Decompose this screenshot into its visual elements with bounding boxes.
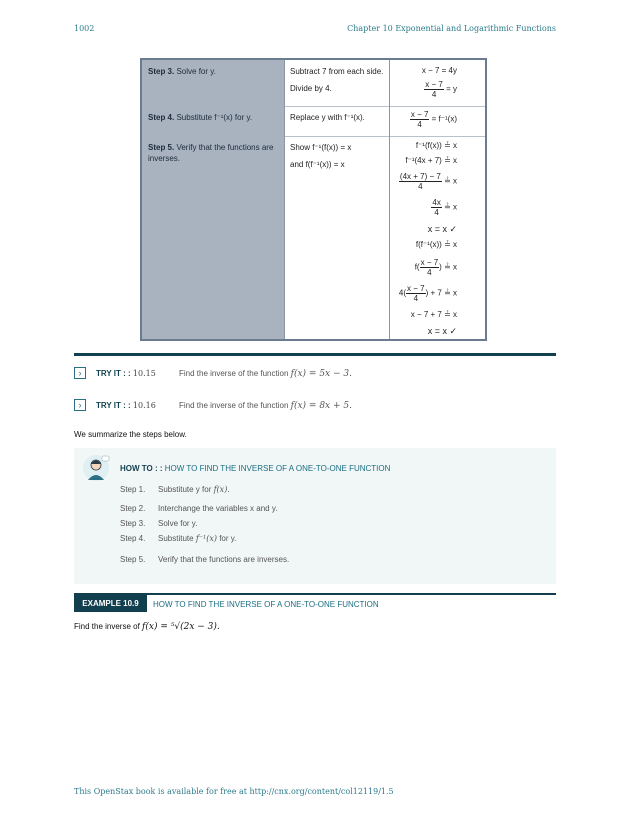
table-row (142, 136, 485, 339)
example-tag: EXAMPLE 10.9 (74, 595, 147, 612)
summary-text: We summarize the steps below. (74, 430, 187, 439)
example-title: HOW TO FIND THE INVERSE OF A ONE-TO-ONE FUNCTION (153, 600, 379, 609)
person-icon (82, 454, 110, 484)
page-number: 1002 (74, 24, 95, 33)
chapter-title: Chapter 10 Exponential and Logarithmic Functions (347, 24, 556, 33)
list-item: Step 5. Verify that the functions are inverses. (120, 555, 290, 564)
step-math: $\frac{x - 7}{4}$ = f⁻¹(x) (410, 110, 457, 129)
step-label: Step 5. Verify that the functions are inverses. (142, 136, 284, 339)
list-item: Step 4. Substitute f⁻¹(x) for y. (120, 534, 237, 543)
step-label: Step 3. Solve for y. (142, 60, 284, 106)
list-item: Step 2. Interchange the variables x and y. (120, 504, 278, 513)
step-action: Show f⁻¹(f(x)) = x and f(f⁻¹(x)) = x (284, 136, 390, 339)
step-math: f⁻¹(f(x)) ≟ x f⁻¹(4x + 7) ≟ x $\frac{(4x + 7) - 7}{4}$ ≟ x $\frac{4x}{4}$ ≟ x x = x ✓ f(f⁻¹(x)) ≟ x f( $\frac{x - 7}{4}$ ) ≟ x 4( $\frac{x - 7}{4}$ ) + 7 ≟ x x − 7 + 7 ≟ x x = x ✓ (398, 141, 457, 336)
how-to-box (74, 448, 556, 584)
list-item: Step 1. Substitute y for f(x). (120, 485, 230, 494)
list-item: Step 3. Solve for y. (120, 519, 198, 528)
example-question: Find the inverse of f(x) = ⁵√(2x − 3). (74, 622, 220, 632)
how-to-title: HOW TO : : HOW TO FIND THE INVERSE OF A ONE-TO-ONE FUNCTION (120, 464, 391, 473)
footer-text: This OpenStax book is available for free at http://cnx.org/content/col12119/1.5 (74, 787, 394, 796)
steps-table (140, 58, 487, 341)
table-row (142, 106, 485, 137)
step-label: Step 4. Substitute f⁻¹(x) for y. (142, 106, 284, 136)
chevron-right-icon[interactable]: › (74, 399, 86, 411)
section-rule (74, 353, 556, 356)
step-math: x − 7 = 4y $\frac{x - 7}{4}$ = y (421, 66, 457, 99)
table-row (142, 60, 485, 107)
chevron-right-icon[interactable]: › (74, 367, 86, 379)
step-action: Subtract 7 from each side. Divide by 4. (284, 60, 390, 106)
step-action: Replace y with f⁻¹(x). (284, 106, 390, 136)
